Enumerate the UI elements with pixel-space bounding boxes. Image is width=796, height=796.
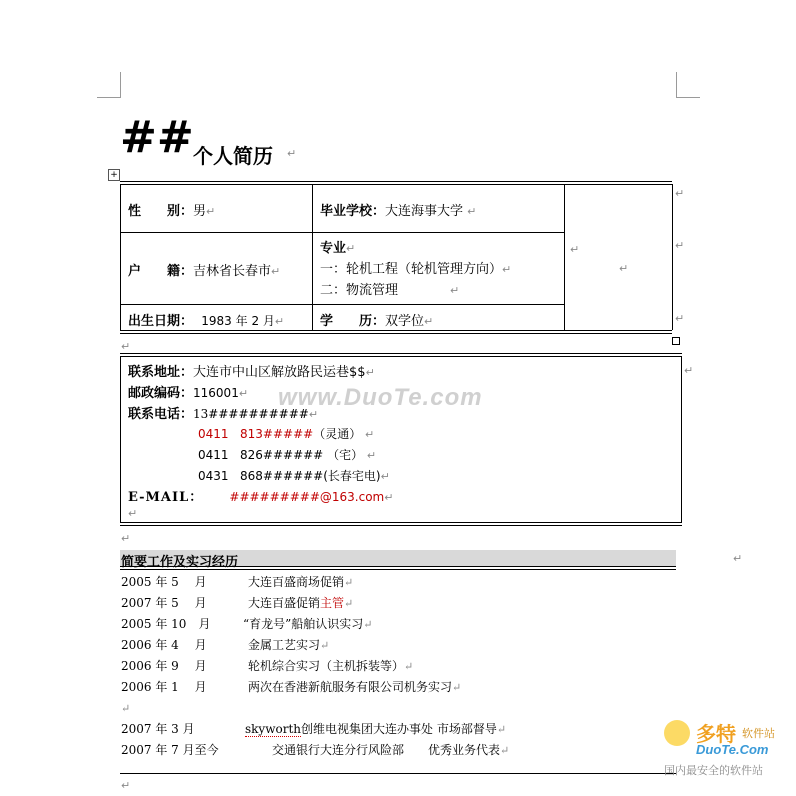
gender-row: 性 别：男↵ [128,204,216,219]
major-2: 二：物流管理 [320,283,399,298]
paragraph-mark: ↵ [619,262,629,275]
table-border [120,232,564,233]
hukou-value: 吉林省长春市 [193,264,272,279]
gender-value: 男 [193,204,207,219]
table-border [312,184,313,330]
paragraph-mark: ↵ [121,779,131,792]
hukou-row: 户 籍：吉林省长春市↵ [128,264,281,279]
contact-border [120,522,682,523]
paragraph-mark: ↵ [570,243,580,256]
phone-mobile: 13########## [193,407,309,421]
section-border [120,773,676,774]
major-label: 专业 [320,241,347,256]
school-row: 毕业学校：大连海事大学 ↵ [320,204,477,219]
contact-border [120,525,682,526]
major-1: 一：轮机工程（轮机管理方向） [320,262,503,277]
heading-hash: ## [120,112,194,163]
paragraph-mark: ↵ [675,187,685,200]
crop-mark [120,72,121,98]
paragraph-mark: ↵ [121,532,131,545]
address-row: 联系地址：大连市中山区解放路民运巷$$↵ [128,365,375,380]
postcode-value: 116001 [193,386,239,400]
birth-label: 出生日期： [128,314,194,329]
list-item: 2005 年 10 月 “育龙号”船舶认识实习↵ [121,617,373,631]
phone-label: 联系电话： [128,407,194,422]
list-item: 2007 年 7 月至今 交通银行大连分行风险部 优秀业务代表↵ [121,743,510,757]
major-cell: 专业↵ 一：轮机工程（轮机管理方向）↵ 二：物流管理 ↵ [320,241,512,298]
page-title: 个人简历 [193,144,273,168]
list-item: 2006 年 4 月 金属工艺实习↵ [121,638,330,652]
gender-label: 性 别： [128,204,194,219]
birth-value: 1983 年 2 月 [201,314,275,328]
logo-domain: DuoTe.Com [696,742,769,757]
hukou-label: 户 籍： [128,264,194,279]
crop-mark [676,97,700,98]
section-title: 简要工作及实习经历 [121,555,239,570]
crop-mark [676,72,677,98]
list-item: 2005 年 5 月 大连百盛商场促销↵ [121,575,354,589]
paragraph-mark: ↵ [121,340,131,353]
list-item: 2006 年 9 月 轮机综合实习（主机拆装等）↵ [121,659,414,673]
site-logo [664,718,792,782]
paragraph-mark: ↵ [287,147,297,160]
experience-list [121,572,509,761]
paragraph-mark: ↵ [733,552,743,565]
address-label: 联系地址： [128,365,194,380]
table-border [120,184,121,330]
postcode-row: 邮政编码：116001↵ [128,386,249,401]
list-item: 2007 年 3 月 skyworth创维电视集团大连办事处 市场部督导↵ [121,722,507,736]
school-value: 大连海事大学 [385,204,464,219]
crop-mark [97,97,121,98]
phone-line: 0411 813#####（灵通） ↵ [198,427,375,441]
table-border [564,184,565,330]
birth-row: 出生日期： 1983 年 2 月↵ [128,314,285,329]
contact-border [120,356,682,357]
phone-list [198,424,390,487]
table-border [120,304,564,305]
email-row: E-MAIL： #########@163.com↵ [128,490,394,505]
table-move-handle-icon[interactable]: + [108,169,120,181]
logo-slogan: 国内最安全的软件站 [664,764,763,777]
table-border [120,184,672,185]
brand-name: skyworth [245,722,301,736]
address-value: 大连市中山区解放路民运巷$$ [193,365,366,380]
table-border [120,330,672,331]
email-value[interactable]: #########@163.com [229,490,385,504]
phone-line: 0431 868######(长春宅电)↵ [198,469,390,483]
school-label: 毕业学校： [320,204,386,219]
degree-value: 双学位 [385,314,425,329]
phone-row: 联系电话：13##########↵ [128,407,319,422]
paragraph-mark: ↵ [128,507,138,520]
table-border [120,333,672,334]
watermark-text: www.DuoTe.com [278,384,483,411]
paragraph-mark: ↵ [675,312,685,325]
paragraph-mark: ↵ [684,364,694,377]
list-item: 2007 年 5 月 大连百盛促销主管↵ [121,596,354,610]
degree-label: 学 历： [320,314,386,329]
contact-border [120,356,121,522]
postcode-label: 邮政编码： [128,386,194,401]
degree-row: 学 历：双学位↵ [320,314,434,329]
contact-border [681,356,682,522]
list-item: 2006 年 1 月 两次在香港新航服务有限公司机务实习↵ [121,680,462,694]
email-label: E-MAIL： [128,490,204,505]
paragraph-mark: ↵ [121,702,131,715]
contact-border [120,353,682,354]
table-border [120,181,672,182]
mascot-icon [664,720,690,746]
table-border [672,184,673,330]
phone-line: 0411 826###### （宅） ↵ [198,448,377,462]
table-resize-handle[interactable] [672,337,680,345]
logo-sub: 软件站 [742,727,775,740]
logo-text: 多特 [696,724,736,746]
paragraph-mark: ↵ [675,239,685,252]
